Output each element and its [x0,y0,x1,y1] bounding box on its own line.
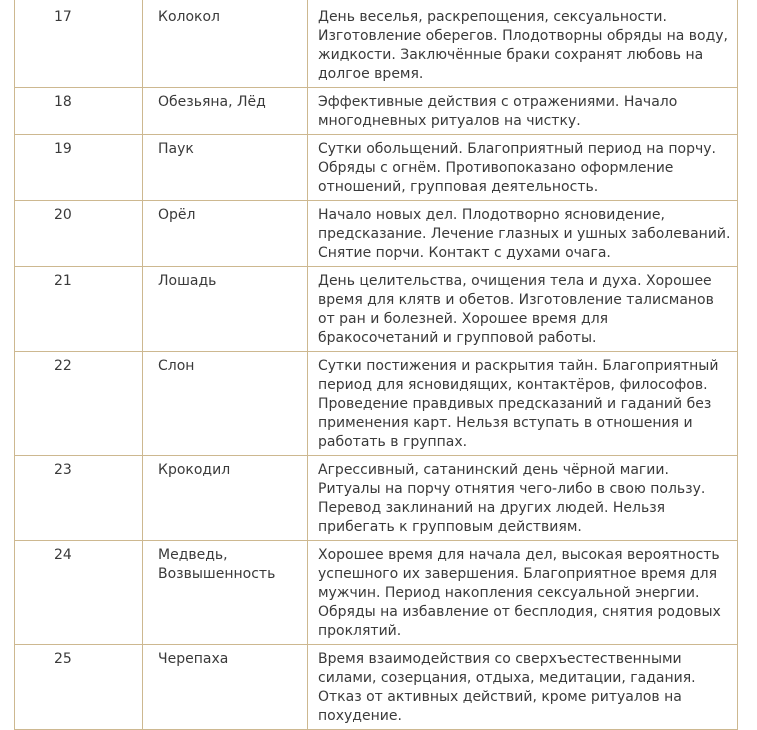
day-symbol: Орёл [143,201,308,267]
day-description: Начало новых дел. Плодотворно ясновидение, предсказание. Лечение глазных и ушных заболеваний. Снятие порчи. Контакт с духами очага. [308,201,738,267]
day-symbol: Черепаха [143,645,308,730]
table-row [15,88,738,135]
day-description: День целительства, очищения тела и духа. Хорошее время для клятв и обетов. Изготовление талисманов от ран и болезней. Хорошее время для бракосочетаний и групповой работы. [308,267,738,352]
day-description: Сутки обольщений. Благоприятный период на порчу. Обряды с огнём. Противопоказано оформление отношений, групповая деятельность. [308,135,738,201]
day-description: Эффективные действия с отражениями. Начало многодневных ритуалов на чистку. [308,88,738,135]
day-symbol: Крокодил [143,456,308,541]
day-symbol: Паук [143,135,308,201]
table-row [15,352,738,456]
day-number: 19 [15,135,143,201]
day-symbol: Слон [143,352,308,456]
lunar-days-table-container [14,0,738,730]
lunar-days-table [14,0,738,730]
day-description: Хорошее время для начала дел, высокая вероятность успешного их завершения. Благоприятное время для мужчин. Период накопления сексуальной энергии. Обряды на избавление от бесплодия, снятия родовых проклятий. [308,541,738,645]
day-description: День веселья, раскрепощения, сексуальности. Изготовление оберегов. Плодотворны обряды на воду, жидкости. Заключённые браки сохранят любовь на долгое время. [308,0,738,88]
table-row [15,201,738,267]
table-row [15,0,738,88]
day-symbol: Обезьяна, Лёд [143,88,308,135]
day-symbol: Колокол [143,0,308,88]
table-row [15,456,738,541]
day-symbol: Медведь, Возвышенность [143,541,308,645]
day-number: 18 [15,88,143,135]
day-symbol: Лошадь [143,267,308,352]
day-number: 23 [15,456,143,541]
day-number: 25 [15,645,143,730]
day-number: 24 [15,541,143,645]
table-row [15,135,738,201]
day-number: 22 [15,352,143,456]
day-number: 20 [15,201,143,267]
table-row [15,645,738,730]
table-row [15,541,738,645]
day-description: Время взаимодействия со сверхъестественными силами, созерцания, отдыха, медитации, гадания. Отказ от активных действий, кроме ритуалов на похудение. [308,645,738,730]
day-number: 17 [15,0,143,88]
day-description: Сутки постижения и раскрытия тайн. Благоприятный период для ясновидящих, контактёров, философов. Проведение правдивых предсказаний и гаданий без применения карт. Нельзя вступать в отношения и работать в группах. [308,352,738,456]
day-number: 21 [15,267,143,352]
day-description: Агрессивный, сатанинский день чёрной магии. Ритуалы на порчу отнятия чего-либо в свою пользу. Перевод заклинаний на других людей. Нельзя прибегать к групповым действиям. [308,456,738,541]
table-row [15,267,738,352]
